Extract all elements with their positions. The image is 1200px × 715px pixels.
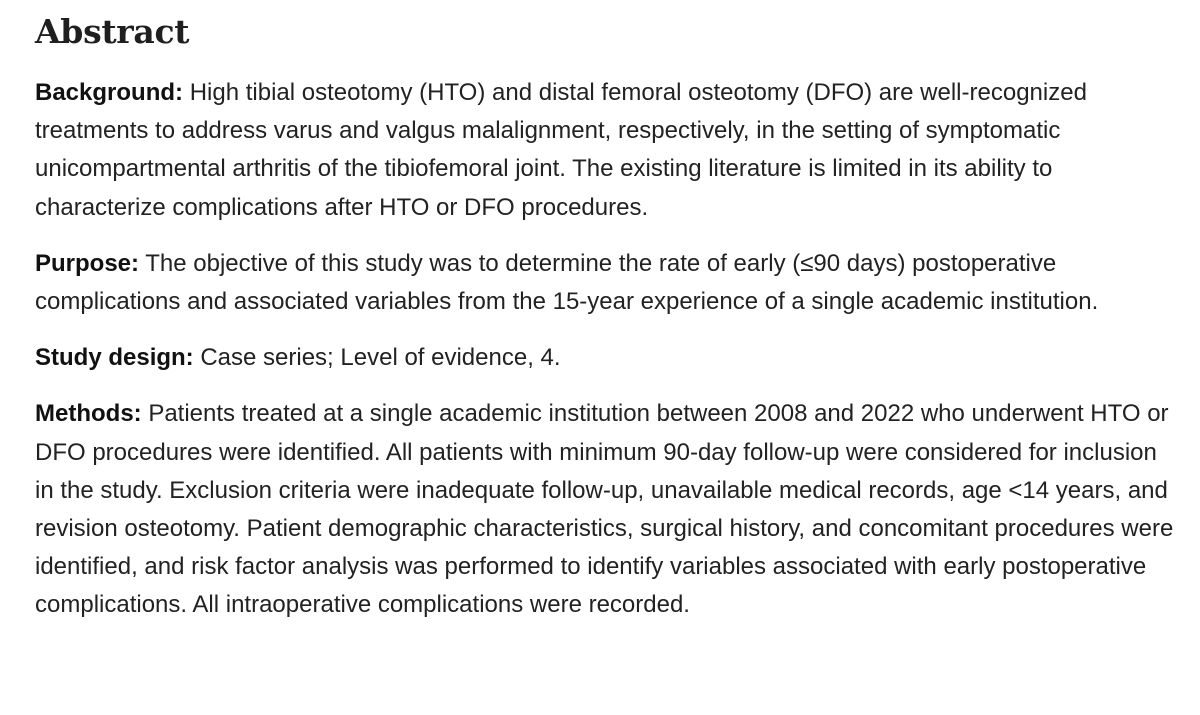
abstract-methods <box>35 395 1180 624</box>
methods-label: Methods: <box>35 400 142 428</box>
study-design-text: Case series; Level of evidence, 4. <box>200 344 561 372</box>
abstract-study-design <box>35 339 1180 377</box>
abstract-heading: Abstract <box>35 12 190 51</box>
purpose-text: The objective of this study was to determine the rate of early (≤90 days) postoperative complications and associated variables from the 15-year experience of a single academic institution. <box>35 249 1099 316</box>
background-label: Background: <box>35 79 184 106</box>
abstract-purpose <box>35 245 1180 321</box>
study-design-label: Study design: <box>35 344 194 372</box>
methods-text: Patients treated at a single academic institution between 2008 and 2022 who underwent HTO or DFO procedures were identified. All patients with minimum 90-day follow-up were considered for inclusion in the study. Exclusion criteria were inadequate follow-up, unavailable medical records, age <14 years, and revision osteotomy. Patient demographic characteristics, surgical history, and concomitant procedures were identified, and risk factor analysis was performed to identify variables associated with early postoperative complications. All intraoperative complications were recorded. <box>35 400 1174 619</box>
purpose-label: Purpose: <box>35 249 140 277</box>
abstract-background <box>35 74 1180 227</box>
background-text: High tibial osteotomy (HTO) and distal femoral osteotomy (DFO) are well-recognized treatments to address varus and valgus malalignment, respectively, in the setting of symptomatic unicompartmental arthritis of the tibiofemoral joint. The existing literature is limited in its ability to characterize complications after HTO or DFO procedures. <box>35 79 1087 221</box>
